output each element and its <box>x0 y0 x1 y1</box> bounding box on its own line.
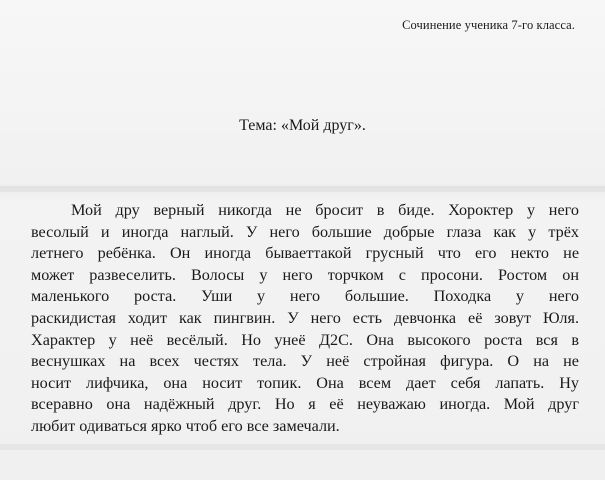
essay-line: всеравно она надёжный друг. Но я её неуважаю иногда. Мой друг <box>31 395 579 414</box>
essay-line: любит одиваться ярко чтоб его все замечали. <box>31 416 340 435</box>
essay-body <box>31 200 579 438</box>
essay-topic: Тема: «Мой друг». <box>239 117 366 134</box>
scan-band <box>0 186 605 192</box>
essay-line: раскидистая ходит как пингвин. У него есть девчонка её зовут Юля. <box>31 308 579 327</box>
essay-line: Характер у неё весёлый. Но унеё Д2С. Она высокого роста вся в <box>31 330 579 349</box>
essay-line: весолый и иногда наглый. У него большие добрые глаза как у трёх <box>31 222 579 241</box>
essay-line: может развеселить. Волосы у него торчком с просони. Ростом он <box>31 265 579 284</box>
essay-line: носит лифчика, она носит топик. Она всем дает себя лапать. Ну <box>31 373 579 392</box>
scan-band <box>0 444 605 450</box>
essay-line: веснушках на всех честях тела. У неё стройная фигура. О на не <box>31 352 579 371</box>
essay-line: летнего ребёнка. Он иногда бываеттакой грусный что его некто не <box>31 244 579 263</box>
essay-line: Мой дру верный никогда не бросит в биде. Хороктер у него <box>71 201 579 219</box>
header-note: Сочинение ученика 7-го класса. <box>402 18 575 32</box>
essay-line: маленького роста. Уши у него большие. Походка у него <box>31 287 579 306</box>
